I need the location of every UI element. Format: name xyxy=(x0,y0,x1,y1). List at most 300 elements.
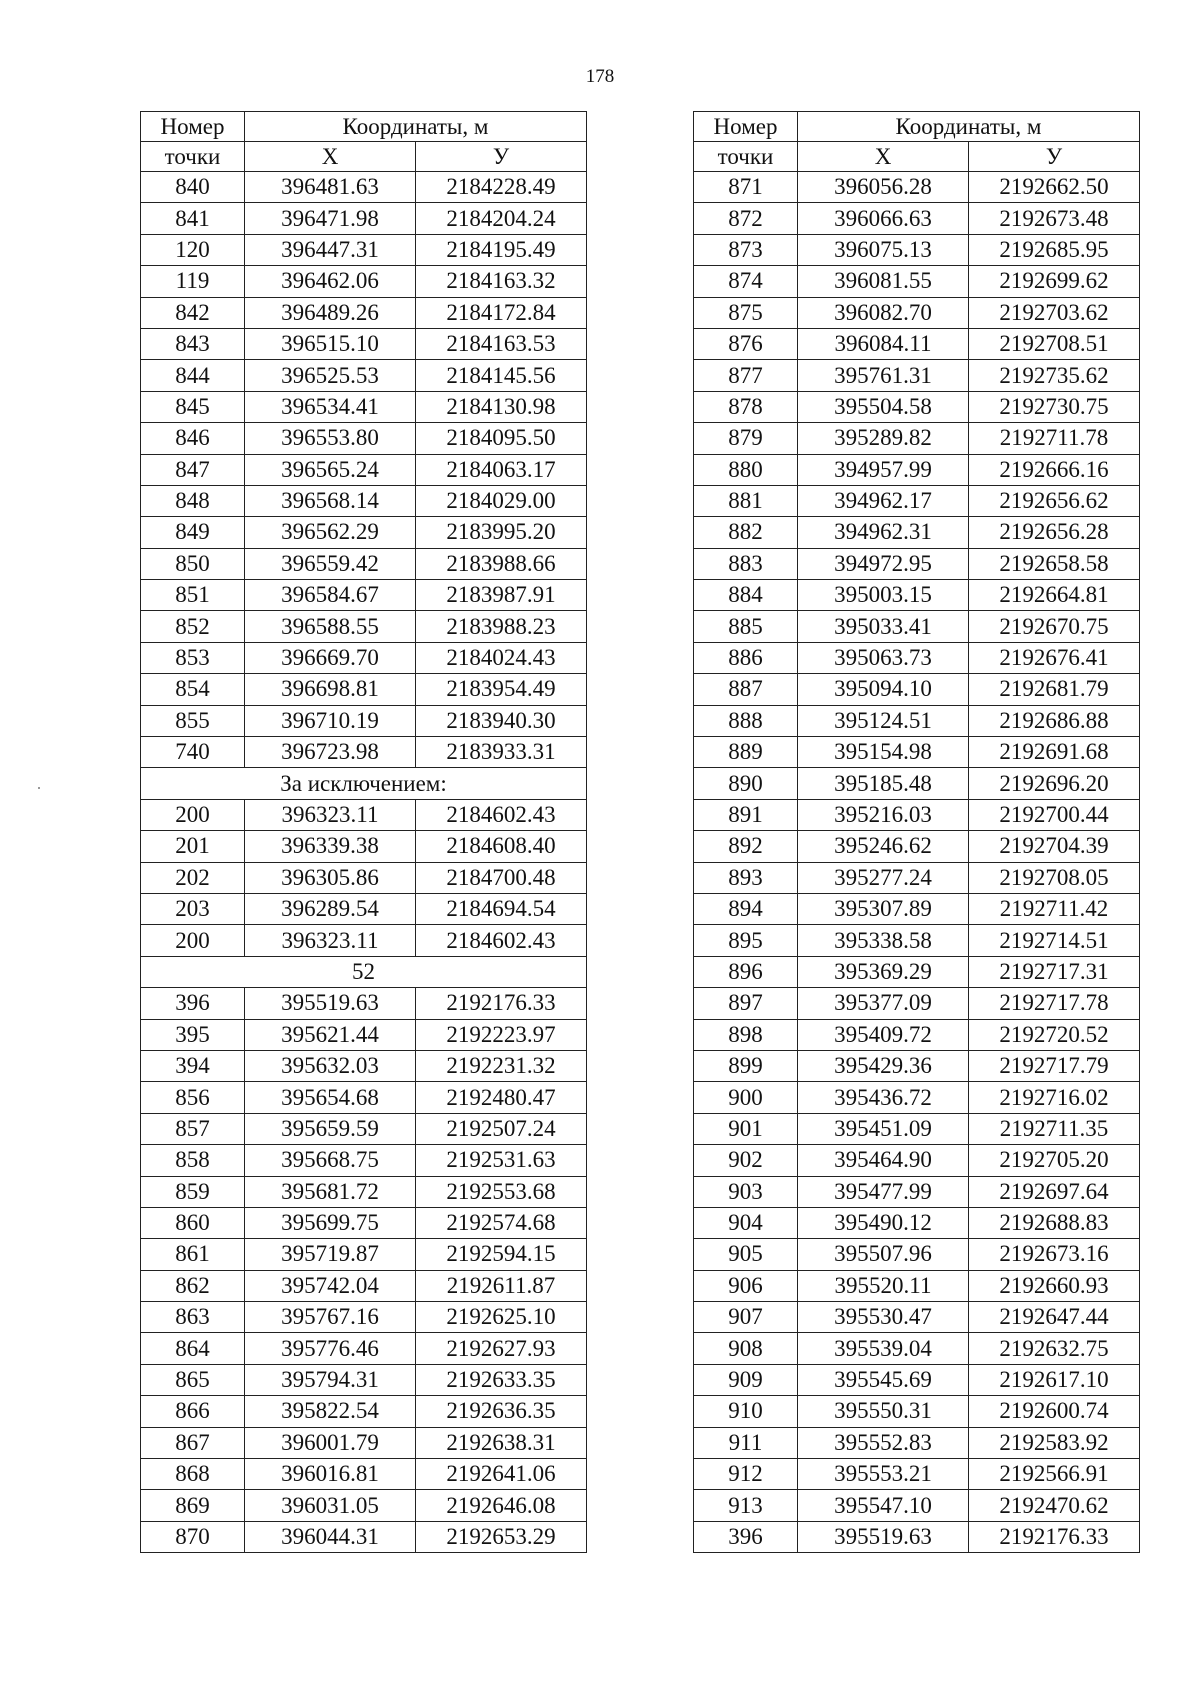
table-body xyxy=(141,172,587,1553)
table-row xyxy=(694,642,1140,673)
point-number-cell: 888 xyxy=(694,705,798,736)
table-row xyxy=(694,674,1140,705)
point-number-header-line2: точки xyxy=(694,142,798,172)
point-number-cell: 893 xyxy=(694,862,798,893)
y-coordinate-cell: 2192673.48 xyxy=(969,203,1140,234)
point-number-cell: 889 xyxy=(694,737,798,768)
table-row xyxy=(141,391,587,422)
y-coordinate-cell: 2183933.31 xyxy=(416,737,587,768)
point-number-cell: 843 xyxy=(141,328,245,359)
point-number-cell: 857 xyxy=(141,1113,245,1144)
x-coordinate-cell: 396559.42 xyxy=(245,548,416,579)
x-coordinate-cell: 395409.72 xyxy=(798,1019,969,1050)
point-number-cell: 885 xyxy=(694,611,798,642)
point-number-cell: 867 xyxy=(141,1427,245,1458)
x-coordinate-cell: 395436.72 xyxy=(798,1082,969,1113)
y-coordinate-cell: 2192686.88 xyxy=(969,705,1140,736)
x-coordinate-cell: 395742.04 xyxy=(245,1270,416,1301)
y-coordinate-cell: 2192656.62 xyxy=(969,485,1140,516)
table-row xyxy=(694,580,1140,611)
x-column-header: X xyxy=(245,142,416,172)
x-coordinate-cell: 395094.10 xyxy=(798,674,969,705)
point-number-cell: 900 xyxy=(694,1082,798,1113)
point-number-cell: 872 xyxy=(694,203,798,234)
table-row xyxy=(141,548,587,579)
table-row xyxy=(694,705,1140,736)
table-row xyxy=(141,1333,587,1364)
y-coordinate-cell: 2192611.87 xyxy=(416,1270,587,1301)
point-number-cell: 901 xyxy=(694,1113,798,1144)
x-coordinate-cell: 395761.31 xyxy=(798,360,969,391)
x-coordinate-cell: 396447.31 xyxy=(245,234,416,265)
point-number-header xyxy=(694,112,798,142)
x-coordinate-cell: 395504.58 xyxy=(798,391,969,422)
x-coordinate-cell: 396568.14 xyxy=(245,485,416,516)
y-coordinate-cell: 2192553.68 xyxy=(416,1176,587,1207)
page-number: 178 xyxy=(585,66,615,87)
point-number-cell: 855 xyxy=(141,705,245,736)
table-row xyxy=(141,454,587,485)
point-number-cell: 203 xyxy=(141,893,245,924)
point-number-cell: 871 xyxy=(694,172,798,203)
x-coordinate-cell: 395246.62 xyxy=(798,831,969,862)
y-coordinate-cell: 2192717.31 xyxy=(969,956,1140,987)
x-coordinate-cell: 396044.31 xyxy=(245,1521,416,1552)
y-coordinate-cell: 2192735.62 xyxy=(969,360,1140,391)
x-coordinate-cell: 395539.04 xyxy=(798,1333,969,1364)
y-coordinate-cell: 2192691.68 xyxy=(969,737,1140,768)
point-number-cell: 846 xyxy=(141,423,245,454)
y-coordinate-cell: 2192711.78 xyxy=(969,423,1140,454)
point-number-cell: 895 xyxy=(694,925,798,956)
y-coordinate-cell: 2192704.39 xyxy=(969,831,1140,862)
y-coordinate-cell: 2192673.16 xyxy=(969,1239,1140,1270)
table-row xyxy=(694,360,1140,391)
y-coordinate-cell: 2184228.49 xyxy=(416,172,587,203)
point-number-cell: 880 xyxy=(694,454,798,485)
point-number-cell: 840 xyxy=(141,172,245,203)
point-number-cell: 877 xyxy=(694,360,798,391)
point-number-cell: 394 xyxy=(141,1050,245,1081)
table-row xyxy=(694,1207,1140,1238)
coordinates-table-right xyxy=(693,111,1140,1553)
coordinates-table-left xyxy=(140,111,587,1553)
x-coordinate-cell: 395307.89 xyxy=(798,893,969,924)
point-number-cell: 864 xyxy=(141,1333,245,1364)
table-row xyxy=(141,1396,587,1427)
point-number-cell: 740 xyxy=(141,737,245,768)
table-row xyxy=(141,1207,587,1238)
table-row xyxy=(141,831,587,862)
table-row xyxy=(694,1082,1140,1113)
point-label-line1: Номер xyxy=(160,113,225,139)
point-number-cell: 866 xyxy=(141,1396,245,1427)
x-coordinate-cell: 396084.11 xyxy=(798,328,969,359)
x-coordinate-cell: 396515.10 xyxy=(245,328,416,359)
point-number-cell: 395 xyxy=(141,1019,245,1050)
section-row xyxy=(141,956,587,987)
table-row xyxy=(694,768,1140,799)
x-coordinate-cell: 394957.99 xyxy=(798,454,969,485)
section-row xyxy=(141,768,587,799)
table-row xyxy=(694,517,1140,548)
table-row xyxy=(141,1427,587,1458)
x-coordinate-cell: 396323.11 xyxy=(245,799,416,830)
y-coordinate-cell: 2192470.62 xyxy=(969,1490,1140,1521)
y-coordinate-cell: 2192641.06 xyxy=(416,1459,587,1490)
table-row xyxy=(694,1145,1140,1176)
y-coordinate-cell: 2192223.97 xyxy=(416,1019,587,1050)
point-number-cell: 884 xyxy=(694,580,798,611)
table-row xyxy=(141,297,587,328)
table-row xyxy=(141,328,587,359)
point-number-cell: 908 xyxy=(694,1333,798,1364)
y-coordinate-cell: 2184145.56 xyxy=(416,360,587,391)
x-coordinate-cell: 396323.11 xyxy=(245,925,416,956)
x-coordinate-cell: 395553.21 xyxy=(798,1459,969,1490)
y-coordinate-cell: 2192666.16 xyxy=(969,454,1140,485)
x-coordinate-cell: 396289.54 xyxy=(245,893,416,924)
x-coordinate-cell: 395289.82 xyxy=(798,423,969,454)
y-coordinate-cell: 2192664.81 xyxy=(969,580,1140,611)
table-row xyxy=(141,1490,587,1521)
y-coordinate-cell: 2192600.74 xyxy=(969,1396,1140,1427)
point-number-cell: 879 xyxy=(694,423,798,454)
table-row xyxy=(141,234,587,265)
point-number-cell: 396 xyxy=(141,988,245,1019)
table-row xyxy=(141,1459,587,1490)
point-number-cell: 882 xyxy=(694,517,798,548)
point-number-cell: 200 xyxy=(141,925,245,956)
table-row xyxy=(694,893,1140,924)
y-coordinate-cell: 2184608.40 xyxy=(416,831,587,862)
y-coordinate-cell: 2192696.20 xyxy=(969,768,1140,799)
x-coordinate-cell: 395776.46 xyxy=(245,1333,416,1364)
section-label: 52 xyxy=(141,956,587,987)
y-coordinate-cell: 2192660.93 xyxy=(969,1270,1140,1301)
table-row xyxy=(141,862,587,893)
x-coordinate-cell: 395632.03 xyxy=(245,1050,416,1081)
y-coordinate-cell: 2192633.35 xyxy=(416,1364,587,1395)
y-coordinate-cell: 2192656.28 xyxy=(969,517,1140,548)
x-coordinate-cell: 395530.47 xyxy=(798,1302,969,1333)
section-label: За исключением: xyxy=(141,768,587,799)
x-coordinate-cell: 395185.48 xyxy=(798,768,969,799)
x-coordinate-cell: 396339.38 xyxy=(245,831,416,862)
table-row xyxy=(141,1145,587,1176)
table-row xyxy=(141,642,587,673)
y-coordinate-cell: 2184063.17 xyxy=(416,454,587,485)
y-coordinate-cell: 2184163.53 xyxy=(416,328,587,359)
point-number-cell: 890 xyxy=(694,768,798,799)
y-coordinate-cell: 2184694.54 xyxy=(416,893,587,924)
table-row xyxy=(694,1364,1140,1395)
y-coordinate-cell: 2192697.64 xyxy=(969,1176,1140,1207)
table-row xyxy=(141,1019,587,1050)
point-number-cell: 200 xyxy=(141,799,245,830)
x-coordinate-cell: 395216.03 xyxy=(798,799,969,830)
table-row xyxy=(694,485,1140,516)
x-coordinate-cell: 395668.75 xyxy=(245,1145,416,1176)
y-coordinate-cell: 2183995.20 xyxy=(416,517,587,548)
point-number-cell: 883 xyxy=(694,548,798,579)
y-coordinate-cell: 2192676.41 xyxy=(969,642,1140,673)
point-number-cell: 897 xyxy=(694,988,798,1019)
scan-artifact xyxy=(38,787,40,789)
x-coordinate-cell: 395033.41 xyxy=(798,611,969,642)
y-coordinate-cell: 2192531.63 xyxy=(416,1145,587,1176)
x-coordinate-cell: 395794.31 xyxy=(245,1364,416,1395)
point-number-cell: 847 xyxy=(141,454,245,485)
y-coordinate-cell: 2192703.62 xyxy=(969,297,1140,328)
point-number-cell: 201 xyxy=(141,831,245,862)
point-number-cell: 904 xyxy=(694,1207,798,1238)
table-row xyxy=(694,611,1140,642)
y-coordinate-cell: 2192653.29 xyxy=(416,1521,587,1552)
y-coordinate-cell: 2183988.66 xyxy=(416,548,587,579)
point-number-cell: 906 xyxy=(694,1270,798,1301)
x-coordinate-cell: 396489.26 xyxy=(245,297,416,328)
x-coordinate-cell: 396525.53 xyxy=(245,360,416,391)
point-number-cell: 858 xyxy=(141,1145,245,1176)
x-coordinate-cell: 395377.09 xyxy=(798,988,969,1019)
point-number-cell: 911 xyxy=(694,1427,798,1458)
y-coordinate-cell: 2192720.52 xyxy=(969,1019,1140,1050)
table-body xyxy=(694,172,1140,1553)
point-number-header xyxy=(141,112,245,142)
x-coordinate-cell: 396001.79 xyxy=(245,1427,416,1458)
x-coordinate-cell: 395277.24 xyxy=(798,862,969,893)
x-coordinate-cell: 395519.63 xyxy=(798,1521,969,1552)
point-number-cell: 903 xyxy=(694,1176,798,1207)
table-row xyxy=(694,172,1140,203)
table-row xyxy=(694,1270,1140,1301)
table-row xyxy=(141,925,587,956)
x-coordinate-cell: 396081.55 xyxy=(798,266,969,297)
x-coordinate-cell: 395699.75 xyxy=(245,1207,416,1238)
x-coordinate-cell: 395063.73 xyxy=(798,642,969,673)
table-row xyxy=(694,454,1140,485)
point-label-line1: Номер xyxy=(713,113,778,139)
y-coordinate-cell: 2192717.79 xyxy=(969,1050,1140,1081)
table-row xyxy=(141,1176,587,1207)
x-coordinate-cell: 396066.63 xyxy=(798,203,969,234)
x-coordinate-cell: 395003.15 xyxy=(798,580,969,611)
point-number-cell: 841 xyxy=(141,203,245,234)
table-row xyxy=(694,925,1140,956)
table-row xyxy=(694,1396,1140,1427)
y-coordinate-cell: 2192708.05 xyxy=(969,862,1140,893)
x-coordinate-cell: 396031.05 xyxy=(245,1490,416,1521)
x-coordinate-cell: 396669.70 xyxy=(245,642,416,673)
y-coordinate-cell: 2192681.79 xyxy=(969,674,1140,705)
point-number-cell: 120 xyxy=(141,234,245,265)
point-number-cell: 850 xyxy=(141,548,245,579)
x-coordinate-cell: 396553.80 xyxy=(245,423,416,454)
y-coordinate-cell: 2192594.15 xyxy=(416,1239,587,1270)
point-number-cell: 202 xyxy=(141,862,245,893)
table-row xyxy=(694,1239,1140,1270)
x-coordinate-cell: 396462.06 xyxy=(245,266,416,297)
x-coordinate-cell: 395681.72 xyxy=(245,1176,416,1207)
x-coordinate-cell: 395520.11 xyxy=(798,1270,969,1301)
point-number-cell: 848 xyxy=(141,485,245,516)
table-row xyxy=(694,1521,1140,1552)
y-coordinate-cell: 2192636.35 xyxy=(416,1396,587,1427)
table-row xyxy=(141,423,587,454)
table-row xyxy=(141,1050,587,1081)
table-row xyxy=(141,674,587,705)
point-number-cell: 887 xyxy=(694,674,798,705)
table-row xyxy=(141,1270,587,1301)
point-number-cell: 869 xyxy=(141,1490,245,1521)
table-row xyxy=(141,893,587,924)
point-number-cell: 876 xyxy=(694,328,798,359)
table-row xyxy=(141,611,587,642)
point-number-cell: 873 xyxy=(694,234,798,265)
table-row xyxy=(694,1019,1140,1050)
x-coordinate-cell: 395659.59 xyxy=(245,1113,416,1144)
point-number-cell: 881 xyxy=(694,485,798,516)
table-row xyxy=(141,266,587,297)
table-row xyxy=(141,799,587,830)
x-coordinate-cell: 396471.98 xyxy=(245,203,416,234)
x-coordinate-cell: 396698.81 xyxy=(245,674,416,705)
y-coordinate-cell: 2184029.00 xyxy=(416,485,587,516)
table-row xyxy=(141,1082,587,1113)
y-coordinate-cell: 2192662.50 xyxy=(969,172,1140,203)
y-coordinate-cell: 2192711.42 xyxy=(969,893,1140,924)
y-coordinate-cell: 2192574.68 xyxy=(416,1207,587,1238)
x-coordinate-cell: 396082.70 xyxy=(798,297,969,328)
point-number-cell: 859 xyxy=(141,1176,245,1207)
x-coordinate-cell: 395519.63 xyxy=(245,988,416,1019)
table-header xyxy=(141,112,587,172)
x-coordinate-cell: 396723.98 xyxy=(245,737,416,768)
table-row xyxy=(141,517,587,548)
y-column-header: У xyxy=(969,142,1140,172)
x-coordinate-cell: 395550.31 xyxy=(798,1396,969,1427)
x-coordinate-cell: 395429.36 xyxy=(798,1050,969,1081)
point-number-cell: 912 xyxy=(694,1459,798,1490)
y-coordinate-cell: 2183988.23 xyxy=(416,611,587,642)
table-row xyxy=(694,737,1140,768)
x-coordinate-cell: 394962.31 xyxy=(798,517,969,548)
point-number-cell: 902 xyxy=(694,1145,798,1176)
y-coordinate-cell: 2184172.84 xyxy=(416,297,587,328)
x-coordinate-cell: 396481.63 xyxy=(245,172,416,203)
y-coordinate-cell: 2192480.47 xyxy=(416,1082,587,1113)
y-coordinate-cell: 2192716.02 xyxy=(969,1082,1140,1113)
x-coordinate-cell: 395621.44 xyxy=(245,1019,416,1050)
table-row xyxy=(141,580,587,611)
x-coordinate-cell: 396562.29 xyxy=(245,517,416,548)
y-coordinate-cell: 2183954.49 xyxy=(416,674,587,705)
x-coordinate-cell: 395338.58 xyxy=(798,925,969,956)
y-coordinate-cell: 2192176.33 xyxy=(969,1521,1140,1552)
table-row xyxy=(694,203,1140,234)
table-row xyxy=(694,831,1140,862)
x-coordinate-cell: 396588.55 xyxy=(245,611,416,642)
y-coordinate-cell: 2192647.44 xyxy=(969,1302,1140,1333)
x-coordinate-cell: 395767.16 xyxy=(245,1302,416,1333)
y-coordinate-cell: 2184700.48 xyxy=(416,862,587,893)
table-row xyxy=(141,485,587,516)
x-column-header: X xyxy=(798,142,969,172)
point-number-cell: 863 xyxy=(141,1302,245,1333)
x-coordinate-cell: 395124.51 xyxy=(798,705,969,736)
table-row xyxy=(694,548,1140,579)
point-number-cell: 862 xyxy=(141,1270,245,1301)
x-coordinate-cell: 396584.67 xyxy=(245,580,416,611)
y-coordinate-cell: 2192685.95 xyxy=(969,234,1140,265)
x-coordinate-cell: 394962.17 xyxy=(798,485,969,516)
point-number-cell: 849 xyxy=(141,517,245,548)
x-coordinate-cell: 396534.41 xyxy=(245,391,416,422)
point-number-cell: 861 xyxy=(141,1239,245,1270)
point-number-cell: 868 xyxy=(141,1459,245,1490)
y-coordinate-cell: 2192717.78 xyxy=(969,988,1140,1019)
y-column-header: У xyxy=(416,142,587,172)
table-header xyxy=(694,112,1140,172)
y-coordinate-cell: 2184095.50 xyxy=(416,423,587,454)
table-row xyxy=(694,988,1140,1019)
table-row xyxy=(694,1302,1140,1333)
table-row xyxy=(141,172,587,203)
y-coordinate-cell: 2192705.20 xyxy=(969,1145,1140,1176)
point-number-cell: 910 xyxy=(694,1396,798,1427)
x-coordinate-cell: 396710.19 xyxy=(245,705,416,736)
y-coordinate-cell: 2192231.32 xyxy=(416,1050,587,1081)
x-coordinate-cell: 395464.90 xyxy=(798,1145,969,1176)
point-number-cell: 886 xyxy=(694,642,798,673)
point-number-cell: 909 xyxy=(694,1364,798,1395)
x-coordinate-cell: 396056.28 xyxy=(798,172,969,203)
y-coordinate-cell: 2192176.33 xyxy=(416,988,587,1019)
point-number-header-line2: точки xyxy=(141,142,245,172)
table-row xyxy=(141,203,587,234)
x-coordinate-cell: 395477.99 xyxy=(798,1176,969,1207)
y-coordinate-cell: 2192688.83 xyxy=(969,1207,1140,1238)
point-number-cell: 860 xyxy=(141,1207,245,1238)
y-coordinate-cell: 2192714.51 xyxy=(969,925,1140,956)
table-row xyxy=(141,988,587,1019)
table-row xyxy=(141,737,587,768)
table-row xyxy=(141,705,587,736)
point-number-cell: 852 xyxy=(141,611,245,642)
y-coordinate-cell: 2184602.43 xyxy=(416,799,587,830)
point-number-cell: 892 xyxy=(694,831,798,862)
table-row xyxy=(694,297,1140,328)
table-row xyxy=(694,862,1140,893)
table-row xyxy=(694,1427,1140,1458)
point-number-cell: 854 xyxy=(141,674,245,705)
x-coordinate-cell: 395154.98 xyxy=(798,737,969,768)
point-number-cell: 898 xyxy=(694,1019,798,1050)
point-number-cell: 865 xyxy=(141,1364,245,1395)
table-row xyxy=(141,360,587,391)
x-coordinate-cell: 395822.54 xyxy=(245,1396,416,1427)
table-row xyxy=(141,1113,587,1144)
point-number-cell: 842 xyxy=(141,297,245,328)
y-coordinate-cell: 2192730.75 xyxy=(969,391,1140,422)
x-coordinate-cell: 396305.86 xyxy=(245,862,416,893)
point-number-cell: 878 xyxy=(694,391,798,422)
table-row xyxy=(694,1176,1140,1207)
y-coordinate-cell: 2192658.58 xyxy=(969,548,1140,579)
x-coordinate-cell: 395719.87 xyxy=(245,1239,416,1270)
y-coordinate-cell: 2184024.43 xyxy=(416,642,587,673)
